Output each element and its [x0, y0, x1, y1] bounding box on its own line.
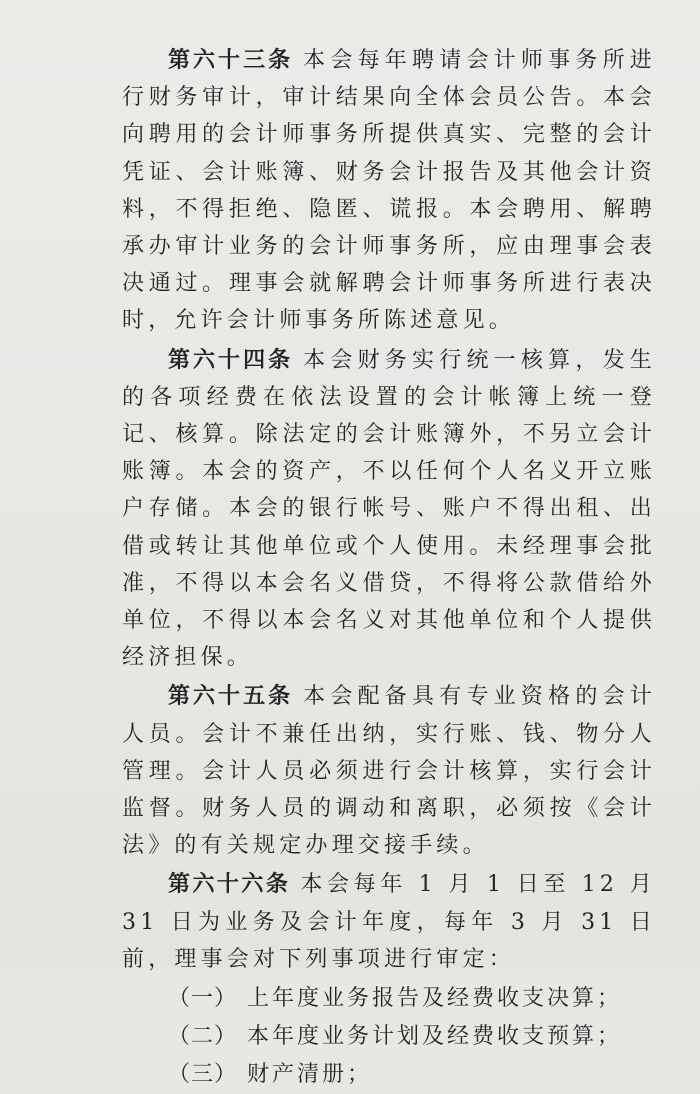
article-label: 第六十四条 — [168, 346, 294, 373]
article-63 — [122, 42, 656, 340]
article-66 — [122, 866, 656, 978]
article-text: 本会每年 1 月 1 日至 12 月 31 日为业务及会计年度，每年 3 月 31 日前，理事会对下列事项进行审定： — [122, 872, 656, 972]
item-text: 上年度业务报告及经费收支决算； — [247, 986, 623, 1012]
article-label: 第六十三条 — [168, 47, 294, 73]
article-text: 本会每年聘请会计师事务所进行财务审计，审计结果向全体会员公告。本会向聘用的会计师事务所提供真实、完整的会计凭证、会计账簿、财务会计报告及其他会计资料，不得拒绝、隐匿、谎报。本会聘用、解聘承办审计业务的会计师事务所，应由理事会表决通过。理事会就解聘会计师事务所进行表决时，允许会计师事务所陈述意见。 — [122, 48, 656, 334]
article-label: 第六十六条 — [168, 871, 291, 898]
article-64 — [122, 342, 656, 677]
list-item — [122, 1056, 656, 1094]
list-item — [122, 980, 656, 1018]
item-marker: （二） — [168, 1024, 238, 1050]
item-text: 财产清册； — [247, 1062, 373, 1088]
item-marker: （一） — [168, 986, 238, 1012]
item-text: 本年度业务计划及经费收支预算； — [247, 1024, 623, 1050]
item-marker: （三） — [168, 1062, 238, 1088]
article-65 — [122, 678, 656, 864]
article-text: 本会财务实行统一核算，发生的各项经费在依法设置的会计帐簿上统一登记、核算。除法定的会计账簿外，不另立会计账簿。本会的资产，不以任何个人名义开立账户存储。本会的银行帐号、账户不得出租、出借或转让其他单位或个人使用。未经理事会批准，不得以本会名义借贷，不得将公款借给外单位，不得以本会名义对其他单位和个人提供经济担保。 — [122, 347, 656, 671]
article-label: 第六十五条 — [168, 683, 294, 710]
list-item — [122, 1018, 656, 1056]
article-text: 本会配备具有专业资格的会计人员。会计不兼任出纳，实行账、钱、物分人管理。会计人员必须进行会计核算，实行会计监督。财务人员的调动和离职，必须按《会计法》的有关规定办理交接手续。 — [122, 684, 656, 859]
